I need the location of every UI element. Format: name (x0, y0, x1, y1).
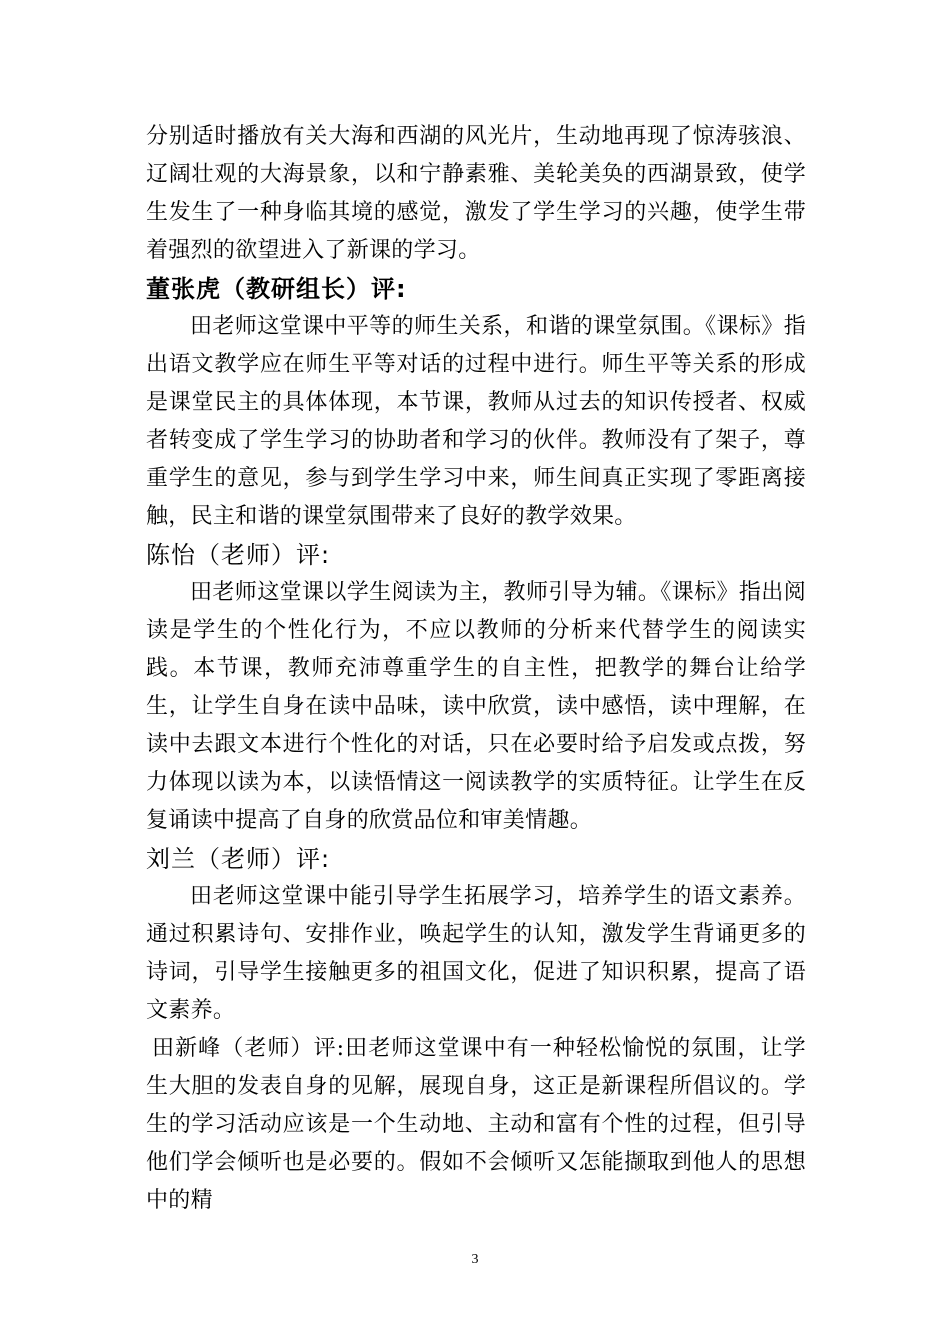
paragraph-review-liu: 田老师这堂课中能引导学生拓展学习，培养学生的语文素养。通过积累诗句、安排作业，唤起学生的认知，激发学生背诵更多的诗词，引导学生接触更多的祖国文化，促进了知识积累，提高了语文素养。 (146, 884, 806, 1023)
reviewer-inline-tian: 田新峰（老师）评: (152, 1036, 345, 1061)
review-text-tian: 田老师这堂课中有一种轻松愉悦的氛围，让学生大胆的发表自身的见解，展现自身，这正是新课程所倡议的。学生的学习活动应该是一个生动地、主动和富有个性的过程，但引导他们学会倾听也是必要的。假如不会倾听又怎能撷取到他人的思想中的精 (146, 1036, 806, 1213)
paragraph-intro: 分别适时播放有关大海和西湖的风光片，生动地再现了惊涛骇浪、辽阔壮观的大海景象，以和宁静素雅、美轮美奂的西湖景致，使学生发生了一种身临其境的感觉，激发了学生学习的兴趣，使学生带着强烈的欲望进入了新课的学习。 (146, 124, 806, 263)
paragraph-review-dong: 田老师这堂课中平等的师生关系，和谐的课堂氛围。《课标》指出语文教学应在师生平等对话的过程中进行。师生平等关系的形成是课堂民主的具体体现，本节课，教师从过去的知识传授者、权威者转变成了学生学习的协助者和学习的伙伴。教师没有了架子，尊重学生的意见，参与到学生学习中来，师生间真正实现了零距离接触，民主和谐的课堂氛围带来了良好的教学效果。 (146, 314, 806, 529)
reviewer-heading-liu: 刘兰（老师）评: (146, 845, 331, 873)
document-body (146, 118, 806, 1220)
reviewer-heading-chen: 陈怡（老师）评: (146, 541, 331, 569)
reviewer-heading-dong: 董张虎（教研组长）评: (146, 275, 407, 303)
page-number: 3 (471, 1252, 479, 1267)
paragraph-review-tian (146, 1030, 806, 1220)
paragraph-review-chen: 田老师这堂课以学生阅读为主，教师引导为辅。《课标》指出阅读是学生的个性化行为，不应以教师的分析来代替学生的阅读实践。本节课，教师充沛尊重学生的自主性，把教学的舞台让给学生，让学生自身在读中品味，读中欣赏，读中感悟，读中理解，在读中去跟文本进行个性化的对话，只在必要时给予启发或点拨，努力体现以读为本，以读悟情这一阅读教学的实质特征。让学生在反复诵读中提高了自身的欣赏品位和审美情趣。 (146, 580, 806, 833)
